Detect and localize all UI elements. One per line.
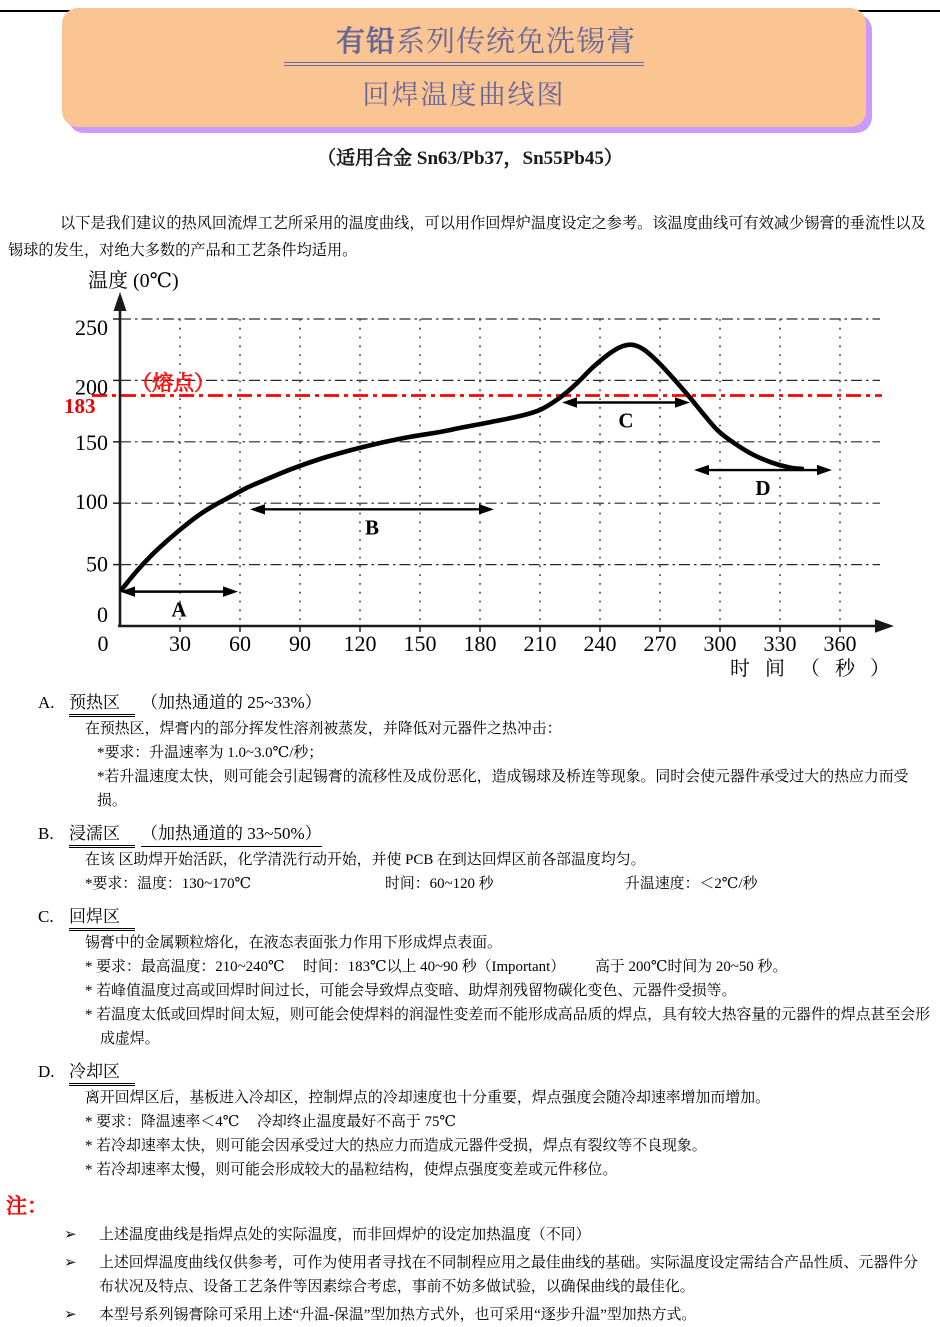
requirements-row: [85, 1110, 935, 1134]
section-soak-zone: [0, 819, 940, 896]
section-heading: [38, 1057, 940, 1082]
zone-arrowhead: [817, 465, 832, 475]
page-title-line2: 回焊温度曲线图: [362, 80, 566, 110]
req-part: * 要求：最高温度：210~240℃: [85, 959, 285, 975]
req-part: * 要求：降温速率＜4℃: [85, 1114, 240, 1130]
note-item: [64, 1303, 926, 1327]
x-tick-label: 360: [823, 631, 857, 656]
note-item: [64, 1223, 926, 1247]
zone-suffix: （加热通道的 33~50%）: [141, 824, 322, 847]
zone-arrowhead: [479, 504, 494, 514]
x-tick-label: 240: [583, 631, 617, 656]
section-body: [85, 1086, 935, 1182]
body-line: 在该 区助焊开始活跃，化学清洗行动开始，并使 PCB 在到达回焊区前各部温度均匀。: [85, 852, 646, 868]
zone-label-C: C: [618, 408, 634, 433]
reflow-profile-chart: [0, 266, 940, 682]
zone-arrowhead: [694, 465, 709, 475]
x-tick-label: 30: [169, 631, 191, 656]
arrow-bullet-icon: ➢: [64, 1255, 77, 1271]
title-banner: [62, 8, 866, 127]
zone-arrowhead: [675, 397, 690, 407]
document: [0, 8, 940, 1323]
x-tick-label: 0: [97, 631, 109, 656]
requirements-row: [85, 872, 935, 896]
section-letter: D.: [38, 1062, 55, 1081]
y-axis-arrowhead: [114, 292, 127, 311]
req-part: 升温速度：＜2℃/秒: [625, 876, 758, 892]
section-heading: [38, 688, 940, 713]
reflow-profile-chart-svg: [0, 266, 940, 686]
body-line: 在预热区，焊膏内的部分挥发性溶剂被蒸发，并降低对元器件之热冲击：: [85, 721, 562, 737]
zone-label-A: A: [171, 597, 187, 622]
zone-arrowhead: [562, 397, 577, 407]
body-line: 离开回焊区后，基板进入冷却区，控制焊点的冷却速度也十分重要，焊点强度会随冷却速率增加而增加。: [85, 1090, 770, 1106]
x-axis-title: 时 间 （ 秒 ）: [730, 658, 895, 680]
section-letter: B.: [38, 824, 54, 843]
y-tick-label: 150: [75, 429, 108, 455]
section-letter: C.: [38, 907, 54, 926]
x-tick-label: 300: [703, 631, 737, 656]
section-cooling-zone: [0, 1057, 940, 1182]
req-part: 时间：60~120 秒: [385, 876, 494, 892]
melting-point-annotation: （熔点）: [131, 371, 215, 395]
req-part: *要求：温度：130~170℃: [85, 876, 252, 892]
req-part: 高于 200℃时间为 20~50 秒。: [595, 959, 788, 975]
x-tick-label: 150: [403, 631, 437, 656]
y-tick-label: 250: [75, 315, 108, 340]
notes-label: 注：: [6, 1194, 48, 1218]
zone-name: 冷却区: [69, 1062, 135, 1086]
title-bold-part: 有铅: [335, 26, 396, 58]
section-body: [85, 848, 935, 896]
zone-name: 预热区: [69, 693, 135, 717]
temperature-curve: [122, 345, 802, 589]
intro-paragraph: 以下是我们建议的热风回流焊工艺所采用的温度曲线，可以用作回焊炉温度设定之参考。该温度曲线可有效减少锡膏的垂流性以及锡球的发生，对绝大多数的产品和工艺条件均适用。: [8, 215, 926, 259]
body-line: * 若温度太低或回焊时间太短，则可能会使焊料的润湿性变差而不能形成高品质的焊点，具有较大热容量的元器件的焊点甚至会形成虚焊。: [85, 1007, 931, 1047]
requirements-row: [85, 955, 935, 979]
arrow-bullet-icon: ➢: [64, 1227, 77, 1243]
x-tick-label: 120: [343, 631, 377, 656]
zone-label-D: D: [755, 476, 771, 501]
alloy-note: （适用合金 Sn63/Pb37，Sn55Pb45）: [317, 148, 623, 169]
melting-point-value: 183: [64, 394, 96, 418]
body-line: 锡膏中的金属颗粒熔化，在液态表面张力作用下形成焊点表面。: [85, 935, 502, 951]
note-text: 上述温度曲线是指焊点处的实际温度，而非回焊炉的设定加热温度（不同）: [99, 1227, 591, 1243]
section-letter: A.: [38, 693, 55, 712]
x-tick-label: 180: [463, 631, 497, 656]
y-axis-title: 温度 (0℃): [88, 270, 179, 292]
section-heading: [38, 902, 940, 927]
arrow-bullet-icon: ➢: [64, 1307, 77, 1323]
body-line: *若升温速度太快，则可能会引起锡膏的流移性及成份恶化，造成锡球及桥连等现象。同时会使元器件承受过大的热应力而受损。: [97, 769, 909, 809]
note-text: 上述回焊温度曲线仅供参考，可作为使用者寻找在不同制程应用之最佳曲线的基础。实际温度设定需结合产品性质、元器件分布状况及特点、设备工艺条件等因素综合考虑，事前不妨多做试验，以确保曲线的最佳化。: [99, 1255, 918, 1295]
zone-suffix: （加热通道的 25~33%）: [141, 693, 322, 712]
zone-name: 回焊区: [69, 907, 135, 931]
x-tick-label: 60: [229, 631, 251, 656]
zone-arrowhead: [223, 586, 238, 596]
x-tick-label: 270: [643, 631, 677, 656]
section-body: [85, 931, 935, 1051]
zone-label-B: B: [364, 515, 380, 540]
section-reflow-zone: [0, 902, 940, 1051]
title-underline-wrap: [284, 19, 644, 66]
y-tick-label: 100: [75, 489, 108, 515]
title-rest-part: 系列传统免洗锡膏: [396, 26, 637, 58]
x-axis-arrowhead: [875, 619, 894, 633]
x-tick-label: 330: [763, 631, 797, 656]
section-preheat-zone: [0, 688, 940, 813]
req-part: 冷却终止温度最好不高于 75℃: [257, 1114, 457, 1130]
note-text: 本型号系列锡膏除可采用上述“升温-保温”型加热方式外，也可采用“逐步升温”型加热方式。: [99, 1307, 697, 1323]
body-line: * 若冷却速率太快，则可能会因承受过大的热应力而造成元器件受损，焊点有裂纹等不良现象。: [85, 1138, 707, 1154]
x-tick-label: 90: [289, 631, 311, 656]
notes-section: [0, 1190, 940, 1327]
section-heading: [38, 819, 940, 844]
body-line: * 若峰值温度过高或回焊时间过长，可能会导致焊点变暗、助焊剂残留物碳化变色、元器件受损等。: [85, 983, 737, 999]
x-tick-label: 210: [523, 631, 557, 656]
section-body: [85, 717, 935, 813]
zone-arrowhead: [250, 504, 265, 514]
y-tick-label: 0: [97, 602, 108, 627]
req-part: 时间：183℃以上 40~90 秒（Important）: [303, 959, 566, 975]
y-tick-label: 50: [86, 551, 108, 577]
note-item: [64, 1251, 926, 1299]
zone-name: 浸濡区: [69, 824, 135, 848]
body-line: *要求：升温速率为 1.0~3.0℃/秒；: [97, 745, 324, 761]
body-line: * 若冷却速率太慢，则可能会形成较大的晶粒结构，使焊点强度变差或元件移位。: [85, 1162, 618, 1178]
y-tick-label: 200: [75, 374, 108, 400]
page-title: [62, 19, 866, 66]
